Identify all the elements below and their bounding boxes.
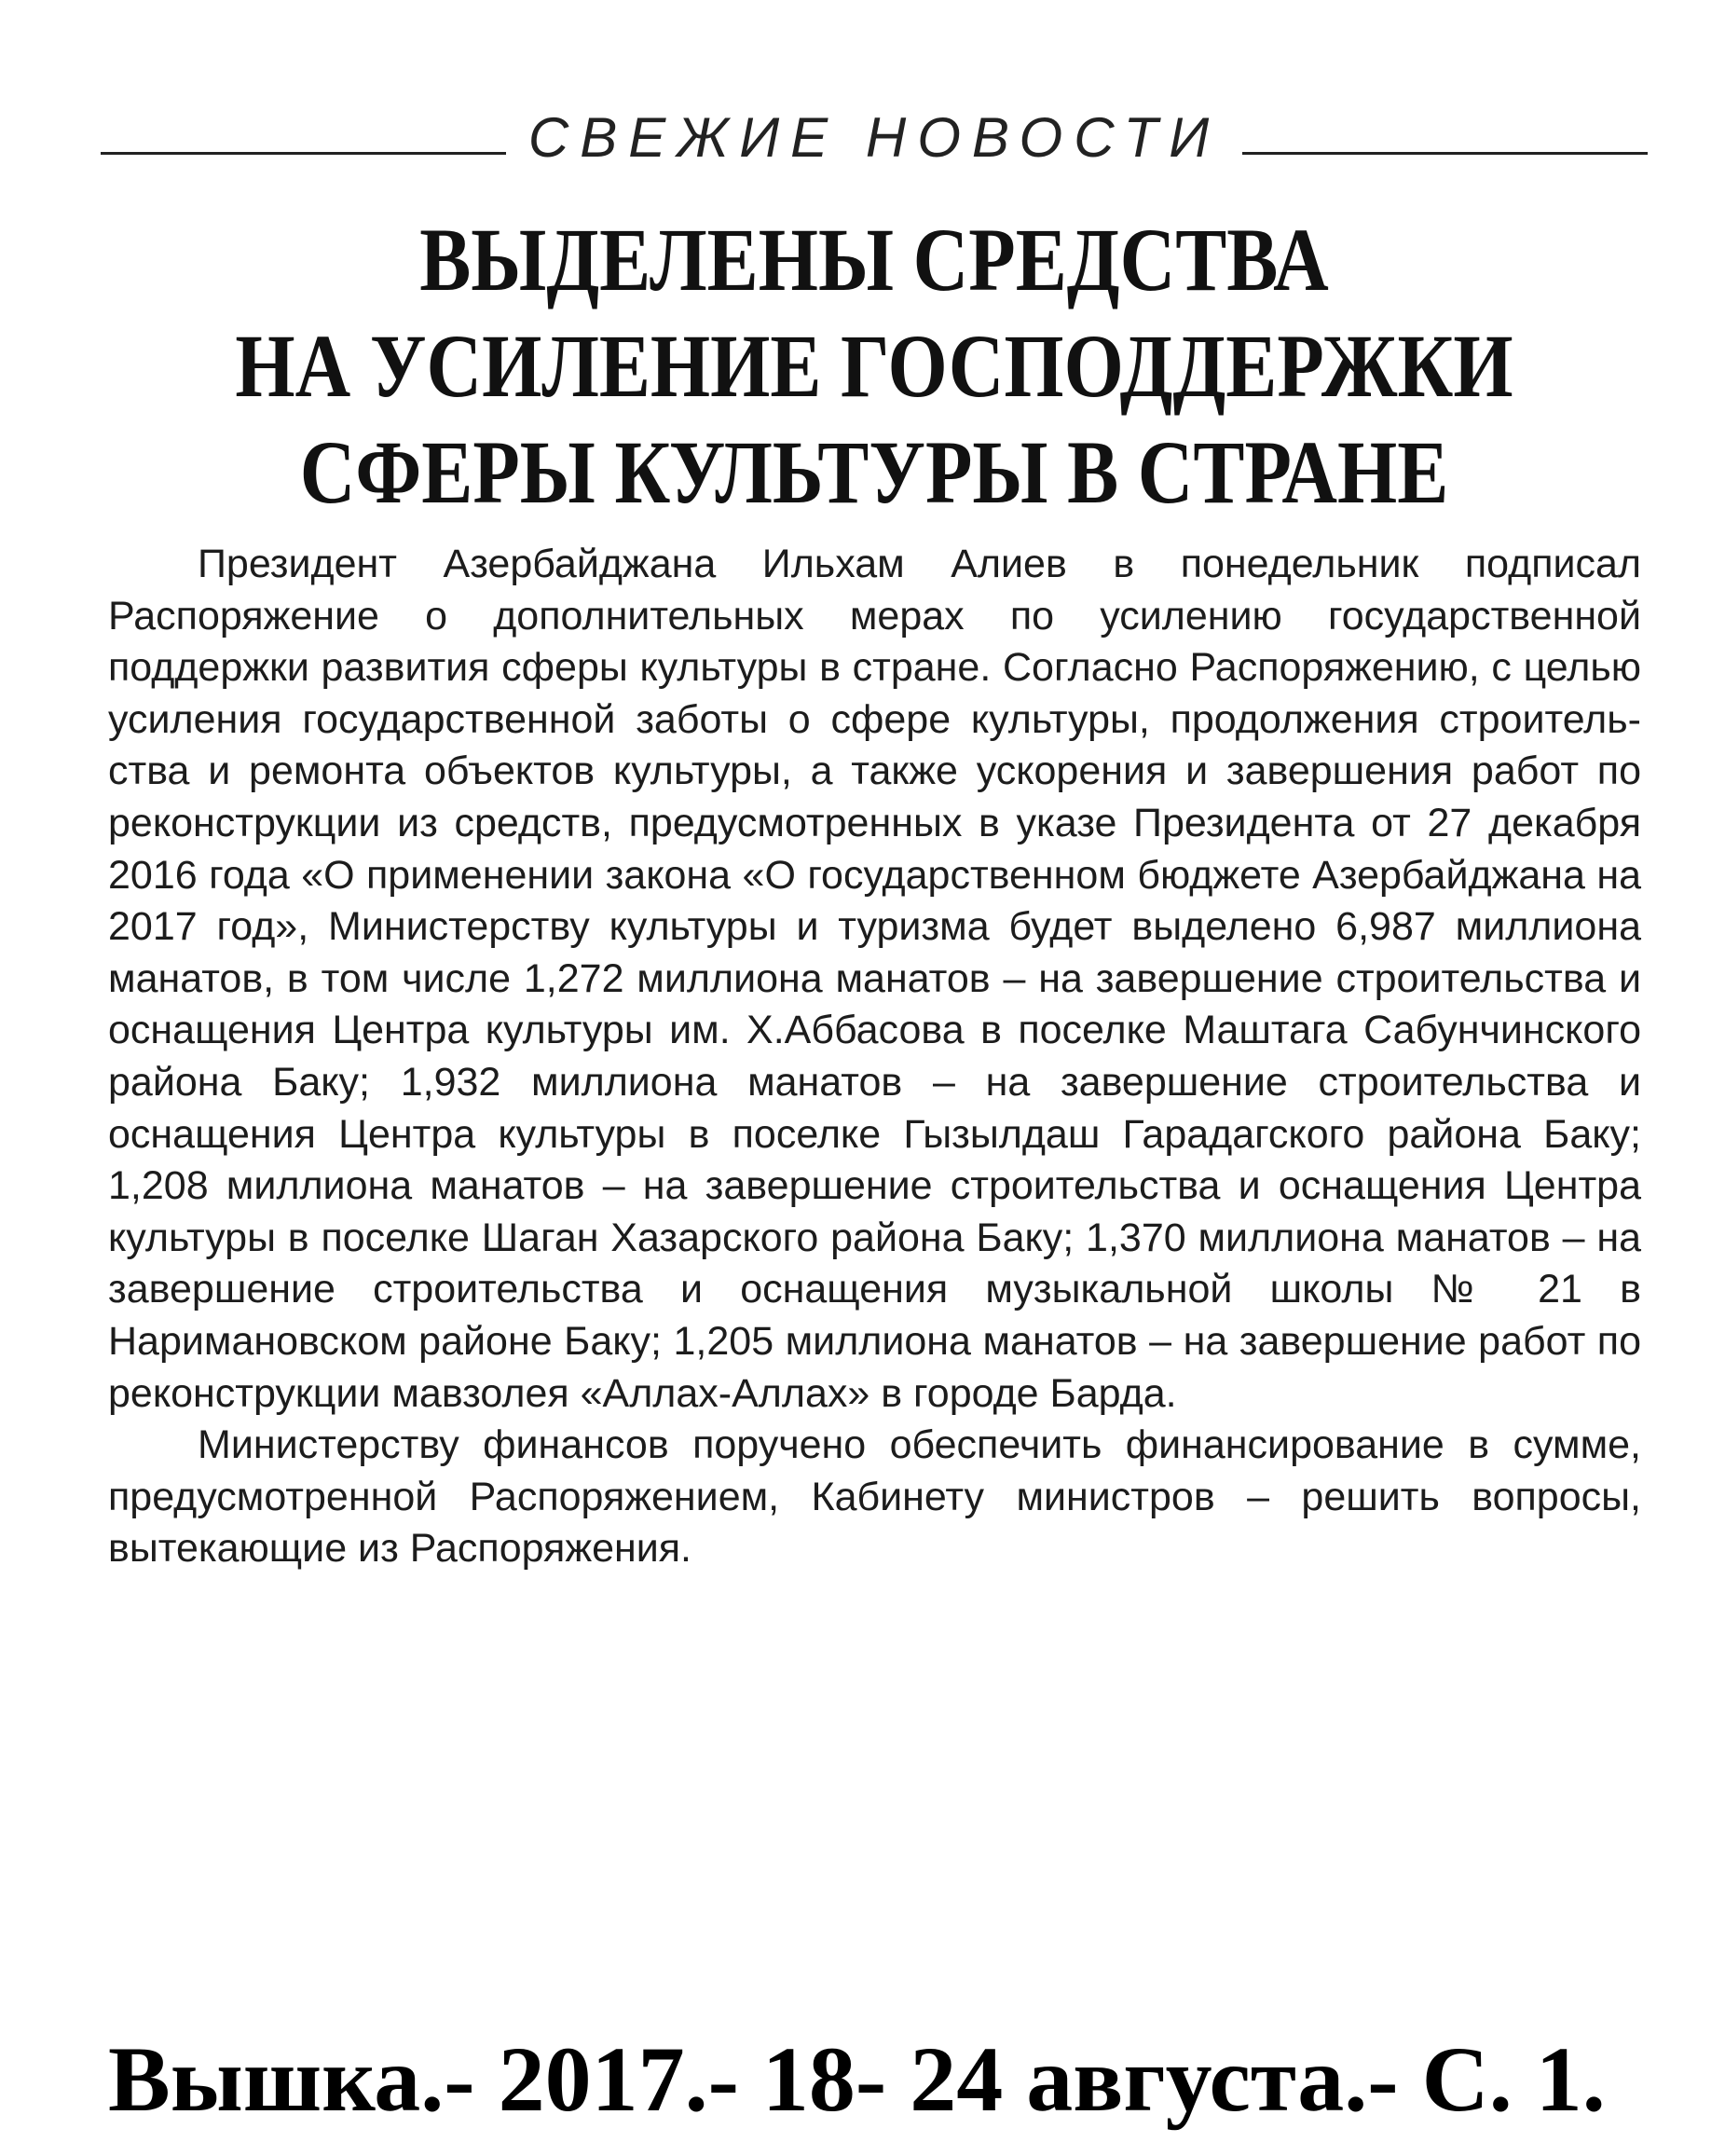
- headline-line-3: СФЕРЫ КУЛЬТУРЫ В СТРАНЕ: [299, 422, 1449, 522]
- article-paragraph-2: Министерству финансов поручено обеспечить финансирование в сумме, предусмотренной Распоряжением, Кабинету министров – решить вопросы, вытекающие из Распоряжения.: [108, 1422, 1641, 1572]
- rubric-rule-left: [101, 152, 506, 155]
- headline-line-1: ВЫДЕЛЕНЫ СРЕДСТВА: [419, 210, 1329, 309]
- headline-line-2: НА УСИЛЕНИЕ ГОСПОДДЕРЖКИ: [235, 316, 1513, 416]
- headline: [209, 207, 1540, 526]
- rubric-label: СВЕЖИЕ НОВОСТИ: [527, 106, 1221, 169]
- source-citation: Вышка.- 2017.- 18- 24 августа.- С. 1.: [108, 2027, 1606, 2131]
- article-paragraph-1: Президент Азербайджана Ильхам Алиев в понедельник подписал Распоряжение о дополнительных мерах по усилению государственной поддержки развития сферы культуры в стране. Согласно Распоряжению, с целью усиления государственной заботы о сфере культуры, продолжения строительства и ремонта объектов культуры, а также ускорения и завершения работ по реконструкции из средств, предусмотренных в указе Президента от 27 декабря 2016 года «О применении закона «О государственном бюджете Азербайджана на 2017 год», Министерству культуры и туризма будет выделено 6,987 миллиона манатов, в том числе 1,272 миллиона манатов – на завершение строительства и оснащения Центра культуры им. Х.Аббасова в поселке Маштага Сабунчинского района Баку; 1,932 миллиона манатов – на завершение строительства и оснащения Центра культуры в поселке Гызылдаш Гарадагского района Баку; 1,208 миллиона манатов – на завершение строительства и оснащения Центра культуры в поселке Шаган Хазарского района Баку; 1,370 миллиона манатов – на завершение строительства и оснащения музыкальной школы № 21 в Наримановском районе Баку; 1,205 миллиона манатов – на завершение работ по реконструкции мавзолея «Аллах-Аллах» в городе Барда.: [108, 542, 1641, 1416]
- rubric-header: [101, 101, 1648, 175]
- article-body: [108, 539, 1641, 1575]
- rubric-rule-right: [1242, 152, 1648, 155]
